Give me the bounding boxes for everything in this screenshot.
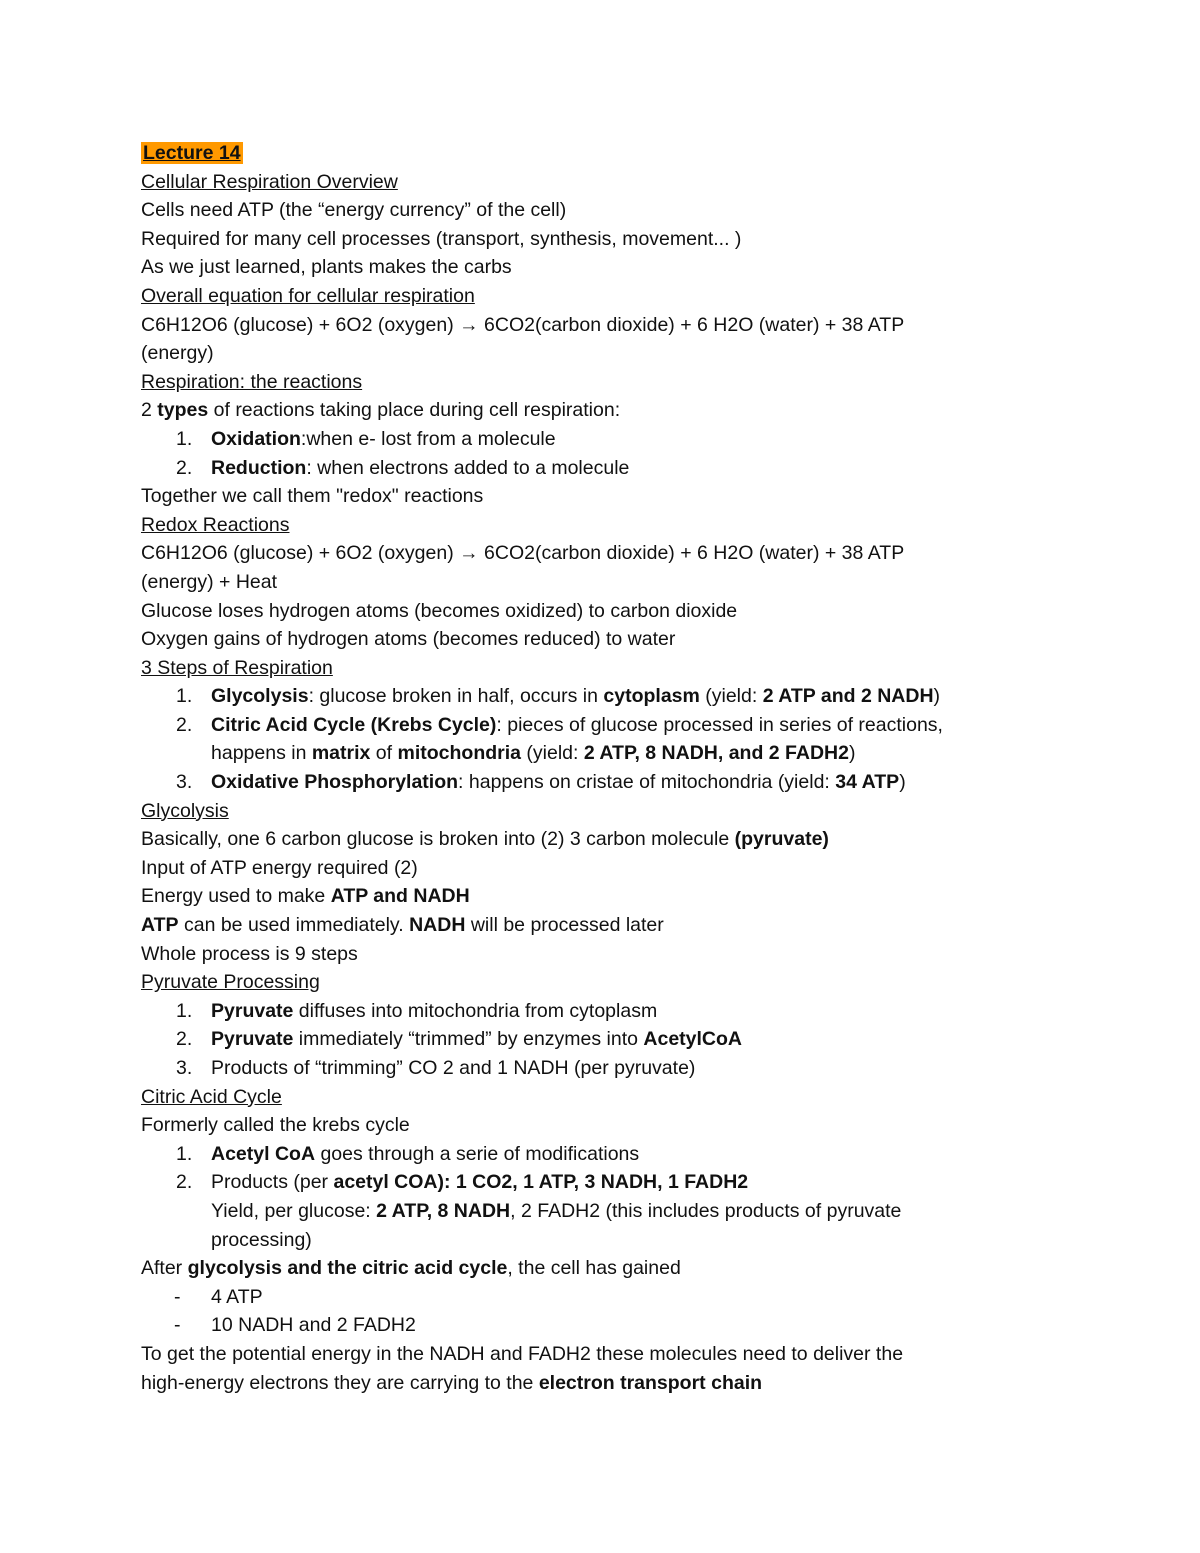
text-span: , 2 FADH2 (this includes products of pyruvate xyxy=(510,1199,902,1222)
text-line xyxy=(141,1254,1041,1283)
text-span: will be processed later xyxy=(465,914,664,937)
text-line: Together we call them "redox" reactions xyxy=(141,485,484,508)
section-heading-overview: Cellular Respiration Overview xyxy=(141,170,398,193)
text-line xyxy=(141,396,1041,425)
bold-span: mitochondria xyxy=(397,742,521,765)
text-span: of reactions taking place during cell respiration: xyxy=(208,399,621,422)
text-span: : happens on cristae of mitochondria (yield: xyxy=(458,771,836,794)
bold-span: Acetyl CoA xyxy=(211,1142,316,1165)
bold-span: 2 ATP, 8 NADH xyxy=(376,1199,511,1222)
section-heading-pyruvate: Pyruvate Processing xyxy=(141,971,320,994)
section-heading-steps: 3 Steps of Respiration xyxy=(141,656,333,679)
text-line xyxy=(141,882,1041,911)
text-span: ) xyxy=(899,771,906,794)
list-item xyxy=(141,1025,1041,1054)
list-number: 2. xyxy=(176,1028,193,1051)
text-line: Glucose loses hydrogen atoms (becomes oxidized) to carbon dioxide xyxy=(141,599,738,622)
text-line: Cells need ATP (the “energy currency” of the cell) xyxy=(141,199,567,222)
list-number: 3. xyxy=(176,771,193,794)
text-line xyxy=(141,1369,1041,1398)
bold-span: Pyruvate xyxy=(211,999,294,1022)
section-heading-reactions: Respiration: the reactions xyxy=(141,370,363,393)
bold-span: cytoplasm xyxy=(603,685,700,708)
list-item-continuation xyxy=(141,1197,1041,1226)
text-span: , the cell has gained xyxy=(507,1257,681,1280)
text-span: : when electrons added to a molecule xyxy=(306,456,630,479)
text-span: (yield: xyxy=(521,742,584,765)
section-heading-equation: Overall equation for cellular respiration xyxy=(141,284,475,307)
list-number: 2. xyxy=(176,456,193,479)
section-heading-citric-acid: Citric Acid Cycle xyxy=(141,1085,282,1108)
dash-bullet: - xyxy=(174,1285,181,1308)
bold-span: (pyruvate) xyxy=(734,828,829,851)
text-span: (yield: xyxy=(699,685,763,708)
bold-span: Oxidation xyxy=(211,427,301,450)
text-span: of xyxy=(370,742,398,765)
lecture-title-line xyxy=(141,139,1041,168)
list-number: 1. xyxy=(176,685,193,708)
text-span: :when e- lost from a molecule xyxy=(300,427,556,450)
equation-line: (energy) xyxy=(141,342,214,365)
list-number: 2. xyxy=(176,713,193,736)
list-number: 2. xyxy=(176,1171,193,1194)
list-item xyxy=(141,1140,1041,1169)
equation-line: C6H12O6 (glucose) + 6O2 (oxygen) → 6CO2(carbon dioxide) + 6 H2O (water) + 38 ATP xyxy=(141,542,905,565)
bold-span: ATP and NADH xyxy=(330,885,470,908)
bold-span: matrix xyxy=(311,742,371,765)
text-line xyxy=(141,825,1041,854)
list-item xyxy=(141,682,1041,711)
equation-line: C6H12O6 (glucose) + 6O2 (oxygen) → 6CO2(carbon dioxide) + 6 H2O (water) + 38 ATP xyxy=(141,313,905,336)
text-span: 2 xyxy=(141,399,158,422)
list-number: 1. xyxy=(176,427,193,450)
list-item-continuation: processing) xyxy=(211,1228,312,1251)
bold-span: glycolysis and the citric acid cycle xyxy=(187,1257,508,1280)
list-item xyxy=(141,454,1041,483)
text-line: Whole process is 9 steps xyxy=(141,942,358,965)
bold-span: NADH xyxy=(409,914,466,937)
list-item xyxy=(141,1168,1041,1197)
text-line: To get the potential energy in the NADH and FADH2 these molecules need to deliver the xyxy=(141,1342,904,1365)
list-item xyxy=(141,1054,1041,1083)
list-number: 1. xyxy=(176,999,193,1022)
bold-span: electron transport chain xyxy=(538,1371,763,1394)
text-span: ) xyxy=(933,685,941,708)
list-item xyxy=(141,997,1041,1026)
text-span: high-energy electrons they are carrying to the xyxy=(141,1371,539,1394)
text-line: Required for many cell processes (transport, synthesis, movement... ) xyxy=(141,227,742,250)
list-number: 1. xyxy=(176,1142,193,1165)
list-item xyxy=(141,425,1041,454)
dash-bullet: - xyxy=(174,1314,181,1337)
section-heading-glycolysis: Glycolysis xyxy=(141,799,229,822)
text-span: Products (per xyxy=(211,1171,334,1194)
text-span: diffuses into mitochondria from cytoplasm xyxy=(293,999,658,1022)
text-line: Oxygen gains of hydrogen atoms (becomes reduced) to water xyxy=(141,628,676,651)
bold-span: AcetylCoA xyxy=(643,1028,743,1051)
list-item xyxy=(141,711,1041,740)
text-span: : glucose broken in half, occurs in xyxy=(308,685,604,708)
text-line: Input of ATP energy required (2) xyxy=(141,856,418,879)
text-line xyxy=(141,911,1041,940)
bold-span: Citric Acid Cycle (Krebs Cycle) xyxy=(211,713,497,736)
text-line: As we just learned, plants makes the carbs xyxy=(141,256,512,279)
text-span: ) xyxy=(848,742,856,765)
bold-span: ATP xyxy=(141,914,179,937)
list-item-continuation xyxy=(141,739,1041,768)
bold-span: 2 ATP, 8 NADH, and 2 FADH2 xyxy=(583,742,849,765)
bold-span: Reduction xyxy=(211,456,307,479)
bold-span: 34 ATP xyxy=(835,771,900,794)
text-span: happens in xyxy=(211,742,312,765)
list-item xyxy=(141,768,1041,797)
text-span: 4 ATP xyxy=(211,1285,263,1308)
text-span: After xyxy=(141,1257,188,1280)
text-span: Energy used to make xyxy=(141,885,331,908)
text-span: Yield, per glucose: xyxy=(211,1199,377,1222)
text-span: 10 NADH and 2 FADH2 xyxy=(211,1314,416,1337)
bold-span: Pyruvate xyxy=(211,1028,294,1051)
bold-span: acetyl COA): 1 CO2, 1 ATP, 3 NADH, 1 FADH2 xyxy=(333,1171,749,1194)
lecture-notes xyxy=(141,139,1041,1397)
text-span: goes through a serie of modifications xyxy=(315,1142,640,1165)
text-span: Products of “trimming” CO 2 and 1 NADH (per pyruvate) xyxy=(211,1057,696,1079)
bullet-item xyxy=(141,1311,1041,1340)
bold-span: types xyxy=(157,399,209,422)
text-span: Basically, one 6 carbon glucose is broken into (2) 3 carbon molecule xyxy=(141,828,735,851)
bold-span: 2 ATP and 2 NADH xyxy=(762,685,934,708)
bold-span: Oxidative Phosphorylation xyxy=(211,771,459,794)
text-span: immediately “trimmed” by enzymes into xyxy=(293,1028,644,1051)
equation-line: (energy) + Heat xyxy=(141,570,278,593)
section-heading-redox: Redox Reactions xyxy=(141,513,290,536)
lecture-title: Lecture 14 xyxy=(143,142,241,164)
text-span: can be used immediately. xyxy=(178,914,410,937)
text-line: Formerly called the krebs cycle xyxy=(141,1114,410,1137)
bullet-item xyxy=(141,1283,1041,1312)
bold-span: Glycolysis xyxy=(211,685,309,708)
text-span: : pieces of glucose processed in series of reactions, xyxy=(496,713,943,736)
list-number: 3. xyxy=(176,1057,193,1079)
